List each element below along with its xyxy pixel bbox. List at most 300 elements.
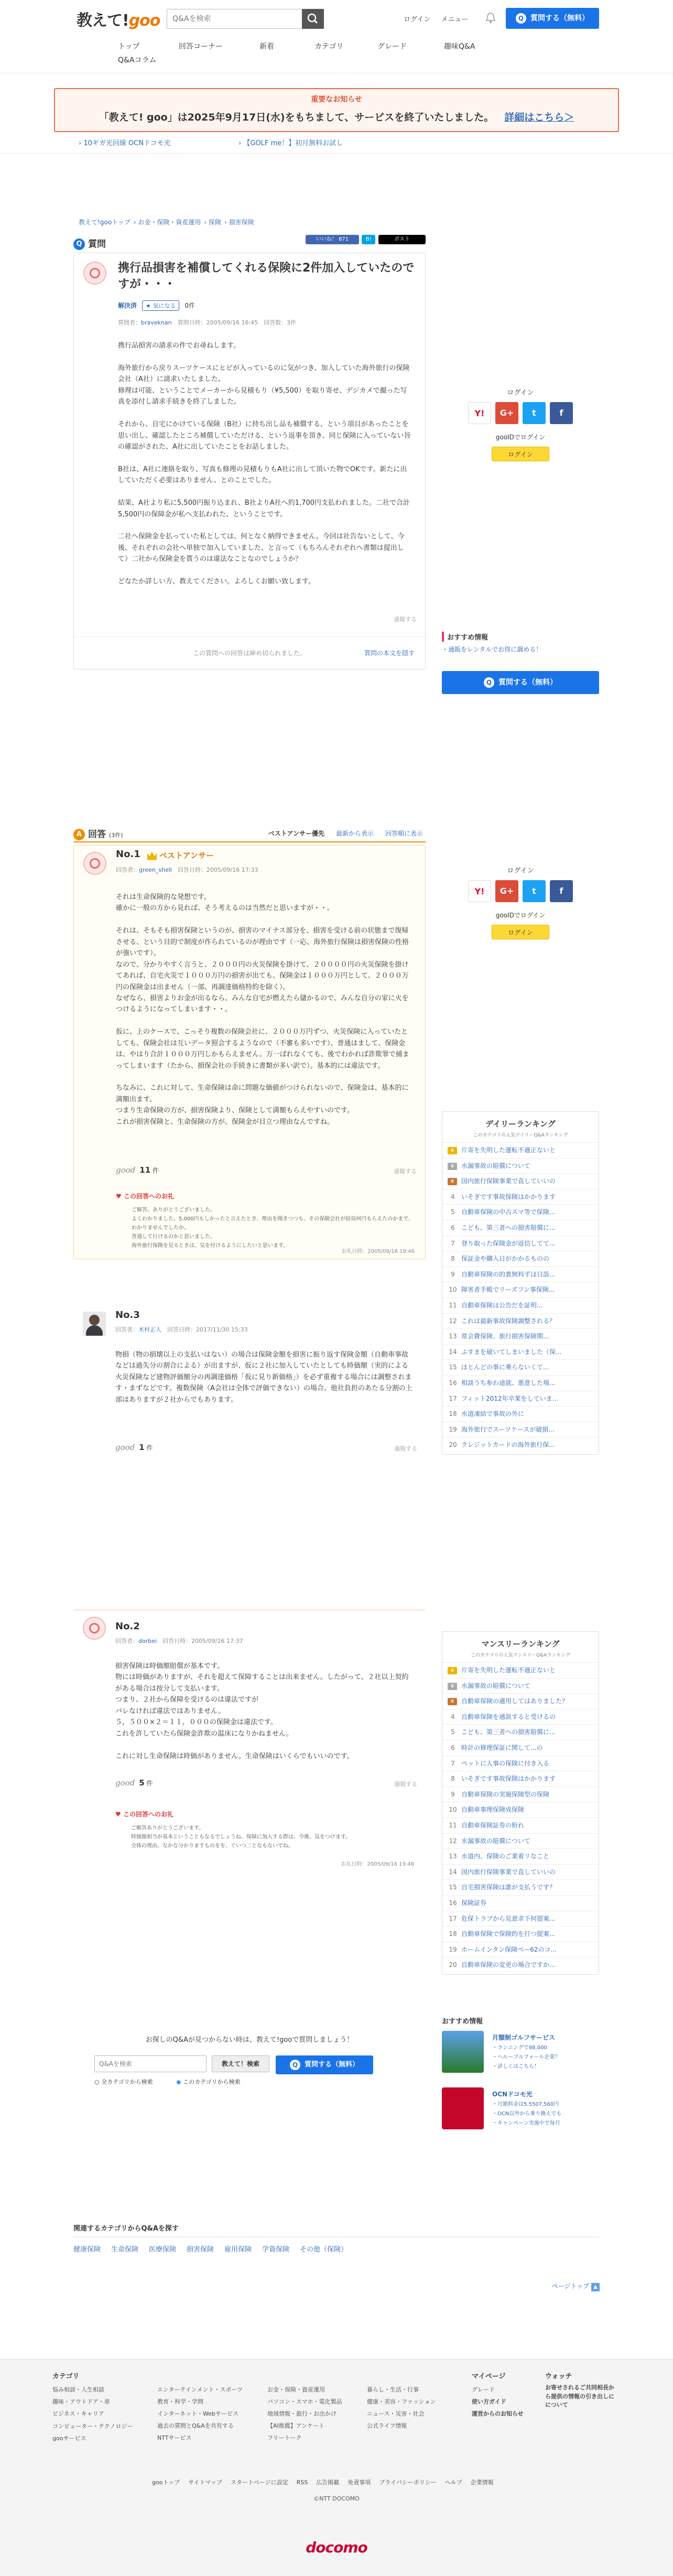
ranking-item-title: フィット2012年卒業をしていま... xyxy=(461,1394,559,1402)
question-icon: Q xyxy=(516,13,526,24)
rank-number: 9 xyxy=(451,1270,455,1278)
recommend-box xyxy=(442,632,599,654)
search-box xyxy=(167,9,324,29)
good-count xyxy=(115,1443,153,1452)
crown-icon: ♛ xyxy=(448,1147,457,1154)
good-number: 5 xyxy=(139,1778,145,1788)
sidebar-ask-label: 質問する（無料） xyxy=(498,678,557,687)
daily-ranking xyxy=(442,1111,599,1455)
google-login-icon[interactable]: G+ xyxy=(495,402,518,424)
footer-links xyxy=(152,2478,502,2486)
sort-new[interactable]: 最新から表示 xyxy=(335,830,374,837)
footer-link[interactable]: プライバシーポリシー xyxy=(379,2479,437,2486)
footer-link[interactable]: 広告掲載 xyxy=(316,2479,340,2486)
recommend-line: ・キャンペーン実施中で毎月 xyxy=(492,2120,560,2126)
question-meta xyxy=(118,318,296,327)
related-list xyxy=(73,2244,600,2254)
ranking-item[interactable] xyxy=(442,1942,599,1957)
footer-link[interactable]: インターネット・Webサービス xyxy=(157,2410,238,2418)
ranking-item-title: 自動車保険証券の紛れ xyxy=(461,1821,525,1829)
yahoo-login-icon[interactable]: Y! xyxy=(468,402,491,424)
question-answer-count: 回答数：3件 xyxy=(264,319,297,326)
recommend-link[interactable]: ・通販をレンタルでお得に調める！ xyxy=(442,646,542,653)
ranking-item-title: 国内旅行保険事業で直していいの xyxy=(461,1868,556,1876)
good-count xyxy=(115,1778,153,1788)
footer-link[interactable]: 使い方ガイド xyxy=(472,2398,506,2406)
login-link[interactable]: ログイン xyxy=(404,16,431,24)
goo-logo[interactable] xyxy=(77,7,160,28)
footer-link[interactable]: ビジネス・キャリア xyxy=(52,2410,104,2418)
facebook-like-button[interactable]: いいね！ 871 xyxy=(306,235,359,244)
footer-col-3 xyxy=(267,2384,342,2444)
rank-number: 19 xyxy=(449,1425,457,1433)
ranking-item-title: 自動車保険の適用してはありました？ xyxy=(461,1697,569,1705)
footer-link[interactable]: 健康・美容・ファッション xyxy=(367,2398,436,2406)
radio-checked-icon: ◉ xyxy=(176,2079,181,2085)
radio-all-label: 全カテゴリから検索 xyxy=(101,2079,153,2085)
footer-link[interactable]: お寄せされるご共同相長から提供の情報の引き出しにについて xyxy=(545,2384,614,2409)
divider xyxy=(0,153,673,154)
footer-heading[interactable]: ウォッチ xyxy=(545,2373,572,2380)
question-status-row xyxy=(118,300,195,311)
crown-icon: ♛ xyxy=(448,1178,457,1185)
good-number: 11 xyxy=(139,1165,151,1175)
ranking-title: マンスリーランキング xyxy=(481,1639,560,1649)
thanks-note xyxy=(116,1192,415,1254)
rank-number: 15 xyxy=(449,1363,457,1371)
thanks-title: ♥ この回答へのお礼 xyxy=(115,1811,173,1818)
best-answer-text: ベストアンサー xyxy=(159,851,214,860)
facebook-login-icon[interactable]: f xyxy=(550,880,573,902)
related-item[interactable]: 雇用保険 xyxy=(224,2246,252,2254)
answer-meta xyxy=(116,865,258,874)
ranking-item[interactable] xyxy=(442,1771,599,1787)
avatar xyxy=(83,852,106,875)
question-title: 携行品損害を補償してくれる保険に2件加入していたのですが・・・ xyxy=(118,262,415,291)
ranking-list xyxy=(442,1142,599,1453)
ranking-item[interactable] xyxy=(442,1220,599,1236)
ranking-item-title: 自動車保険を通説すると受けるの xyxy=(461,1713,556,1720)
footer-link[interactable]: スタートページに設定 xyxy=(230,2479,288,2486)
related-item[interactable]: 健康保険 xyxy=(73,2246,101,2254)
answer-date: 回答日時：2005/09/16 17:33 xyxy=(177,867,258,873)
ranking-item[interactable] xyxy=(442,1802,599,1817)
ranking-item-title: いそぎです事故保険はかかります xyxy=(461,1775,556,1783)
footer-link[interactable]: 免責事項 xyxy=(348,2479,371,2486)
avatar xyxy=(83,1312,106,1336)
answers-count: (3件) xyxy=(108,832,123,839)
ranking-item[interactable] xyxy=(442,1282,599,1297)
nav-new[interactable]: 新着 xyxy=(259,42,274,51)
recommend-item[interactable] xyxy=(442,2031,599,2078)
post-button[interactable]: ポスト xyxy=(378,235,426,244)
footer-link[interactable]: ヘルプ xyxy=(444,2479,462,2486)
rank-number: 14 xyxy=(449,1868,457,1876)
answer-number: No.2 xyxy=(115,1621,140,1632)
bottom-search-button[interactable]: 教えて！検索 xyxy=(212,2055,269,2072)
ranking-subtitle: このカテゴリの人気デイリーQ&Aランキング xyxy=(473,1133,568,1138)
footer-link[interactable]: NTTサービス xyxy=(157,2434,192,2442)
recommend-title: おすすめ情報 xyxy=(442,632,599,642)
ranking-item[interactable] xyxy=(442,1359,599,1375)
crown-icon: ♛ xyxy=(448,1683,457,1690)
ranking-item[interactable] xyxy=(442,1817,599,1833)
watch-label: 気になる xyxy=(153,302,176,309)
ranking-item[interactable] xyxy=(442,1204,599,1220)
goo-login-button[interactable]: ログイン xyxy=(492,925,549,939)
related-item[interactable]: 損害保険 xyxy=(187,2246,214,2254)
ranking-item[interactable] xyxy=(442,1142,599,1158)
ranking-item-title: 水漏事故の賠償について xyxy=(461,1837,530,1845)
answer-meta xyxy=(115,1325,248,1334)
thanks-title-text: この回答へのお礼 xyxy=(123,1193,174,1200)
ranking-item[interactable] xyxy=(442,1693,599,1709)
footer-link[interactable]: gooトップ xyxy=(152,2479,180,2486)
rank-number: 10 xyxy=(449,1806,457,1814)
twitter-login-icon[interactable]: t xyxy=(523,402,546,424)
sidebar-ask-button[interactable] xyxy=(442,671,599,694)
footer-link[interactable]: お金・保険・資産運用 xyxy=(267,2386,325,2393)
avatar xyxy=(83,262,106,285)
answer-card-best xyxy=(73,845,426,1259)
login-title: ログイン xyxy=(507,867,534,875)
breadcrumb-item[interactable]: 損害保険 xyxy=(229,219,254,226)
ranking-item[interactable] xyxy=(442,1328,599,1344)
footer-link[interactable]: グレード xyxy=(472,2386,495,2394)
facebook-login-icon[interactable]: f xyxy=(550,402,573,424)
recommend-lines xyxy=(492,2100,561,2128)
recommend-line: ・ランニングで98,000 xyxy=(492,2045,547,2051)
rank-number: 6 xyxy=(451,1224,455,1231)
search-icon xyxy=(302,9,324,29)
ranking-item-title: 水道凍結で事故の外に xyxy=(461,1410,525,1418)
crown-icon: ♛ xyxy=(448,1667,457,1674)
meta-label: 回答者： xyxy=(115,1326,138,1333)
recommend-name: OCNドコモ光 xyxy=(492,2091,533,2098)
breadcrumb-item[interactable]: お金・保険・資産運用 xyxy=(138,219,201,226)
ranking-item[interactable] xyxy=(442,1267,599,1282)
answer-body: 物損（物の損壊以上の支払いはない）の場合は保険金額を損害に振り返す保険金額（自動車事故などは過失分の割合による）が出ますが、仮に２社に加入していたとしても時価額（実的による火災保険など建物評価額分の再調達価格「仮に見り新価格」）を必ず重複する場合には調整されます・まずなどです。複数保険（A会社は全体で評価できない）の場合、他社負担のあたる分割の上部はありますが２社からでもあります。 xyxy=(115,1351,413,1404)
ranking-item-title: こども、第三者への損害賠償に... xyxy=(461,1224,556,1231)
rank-number: 7 xyxy=(451,1759,455,1767)
bell-icon[interactable] xyxy=(485,12,496,24)
question-icon: Q xyxy=(73,239,85,250)
footer-mypage xyxy=(472,2369,524,2420)
ranking-item[interactable] xyxy=(442,1724,599,1740)
footer-link[interactable]: 地域情報・旅行・お出かけ xyxy=(267,2410,336,2418)
rank-number: 13 xyxy=(449,1333,457,1340)
page-top-label: ページトップ xyxy=(551,2282,590,2290)
answers-title xyxy=(73,827,123,840)
answer-author[interactable]: green_shell xyxy=(139,867,172,873)
question-icon: Q xyxy=(484,677,494,688)
promo-ocn-label: 10ギガ光回線 OCNドコモ光 xyxy=(83,139,171,147)
goo-login-caption: gooIDでログイン xyxy=(495,434,546,441)
rank-number: 20 xyxy=(449,1961,457,1969)
ranking-item-title: 常会費保険、旅行損害保険期... xyxy=(461,1333,549,1340)
footer-link[interactable]: 暮らし・生活・行事 xyxy=(367,2386,419,2393)
ranking-item[interactable] xyxy=(442,1173,599,1189)
ranking-item[interactable] xyxy=(442,1740,599,1756)
menu-link[interactable]: メニュー xyxy=(441,16,469,24)
footer-link[interactable]: 教育・科学・学問 xyxy=(157,2398,203,2406)
ranking-item[interactable] xyxy=(442,1879,599,1895)
ranking-item[interactable] xyxy=(442,1297,599,1313)
ranking-item[interactable] xyxy=(442,1422,599,1437)
ranking-item-title: 保険証券 xyxy=(461,1899,487,1907)
bottom-search-input[interactable] xyxy=(94,2055,207,2072)
good-icon[interactable]: good xyxy=(115,1443,135,1452)
ranking-item-title: 自動車保険の変更の場合ですか... xyxy=(461,1961,556,1969)
twitter-login-icon[interactable]: t xyxy=(523,880,546,902)
logo-text: 教えて! xyxy=(77,12,129,30)
rank-number: 8 xyxy=(451,1255,455,1263)
nav-hobby-qa[interactable]: 趣味Q&A xyxy=(444,42,475,51)
ranking-subtitle: このカテゴリの人気マンスリーQ&Aランキング xyxy=(470,1653,571,1658)
rank-number: 16 xyxy=(449,1379,457,1387)
bottom-radio-all[interactable]: ○ 全カテゴリから検索 xyxy=(94,2079,153,2085)
footer-link[interactable]: 【AI推薦】アンケート xyxy=(267,2422,325,2430)
watch-count: 0件 xyxy=(184,302,196,309)
thanks-date: お礼日時：2005/09/16 19:48 xyxy=(341,1861,414,1867)
ranking-item[interactable] xyxy=(442,1344,599,1360)
thanks-title-text: この回答へのお礼 xyxy=(123,1811,173,1818)
search-input[interactable] xyxy=(167,9,298,28)
recommend-item[interactable] xyxy=(442,2087,599,2135)
related-item[interactable]: 医療保険 xyxy=(149,2246,177,2254)
promo-link-ocn[interactable]: › 10ギガ光回線 OCNドコモ光 xyxy=(79,139,171,147)
recommend-line: ・OCN以外から乗り換えでも xyxy=(492,2111,562,2117)
ranking-item[interactable] xyxy=(442,1756,599,1771)
related-item[interactable]: その他（保険） xyxy=(300,2246,348,2254)
report-link[interactable]: 通報する xyxy=(394,1445,417,1452)
breadcrumb: 教えて!gooトップ › お金・保険・資産運用 › 保険 › 損害保険 xyxy=(79,219,254,226)
question-author[interactable]: braveknan xyxy=(141,319,172,326)
ranking-item[interactable] xyxy=(442,1662,599,1678)
ranking-item-title: ふすまを破いてしまいました（保... xyxy=(461,1348,562,1356)
ranking-list xyxy=(442,1662,599,1973)
ranking-item[interactable] xyxy=(442,1375,599,1391)
good-icon[interactable]: good xyxy=(116,1165,136,1175)
meta-label: 質問者： xyxy=(118,319,141,326)
site-header xyxy=(0,0,673,73)
question-date: 質問日時：2005/09/16 16:45 xyxy=(177,319,258,326)
ranking-title: デイリーランキング xyxy=(485,1119,556,1129)
sns-login-buttons xyxy=(468,402,573,424)
footer-link[interactable]: gooサービス xyxy=(52,2434,86,2442)
ranking-item-title: 片寄を失明した運転不適正ないと xyxy=(461,1666,556,1674)
breadcrumb-item[interactable]: 保険 xyxy=(209,219,222,226)
bottom-search-row xyxy=(73,2055,426,2087)
answer-body: それは生命保険的な発想です。 確かに一般の方から見れば、そう考えるのは当然だと思いますが・・。 それは、そもそも損害保険というのが、損害のマイナス部分を、損害を受ける前の状態まで復帰させる、という目的で制度が作られているのが理由です（一応、海外旅行保険は損害保険の性格が強いです）。 なので、分かりやすく言うと、２０００円の火災保険を掛けて、２００００円の火災保険を掛けてあれば、自宅火災で１０００万円の損害が出ても、保険金は１０００万円として、２０００万円の保険金は出ません（一部、再調達価格特約を除く）。 なぜなら、損害よりお金が出るなら、みんな自宅が燃えたら儲かるので、みんな自分の家に火をつけるようになってしまいます・・。 仮に、上のケースで、こっそり複数の保険会社に、２０００万円ずつ、火災保険に入っていたとしても、保険会社は互いデータ照会するようなので（不審も多いです）、普通はまして、保険金は、やはり合計１０００万円しかもらえません。万一ばれなくても、後でわかれば詐欺罪で捕まってしまいます（たから、損保会社の手続きに書類が多い訳で）。基本的には違法です。 ちなみに、これに対して、生命保険は命に問題な価値がつけられないので、保険金は、基本的に満額出ます。 つまり生命保険の方が、損害保険より、保険として満額もらえやすいのです。 これが損害保険と、生命保険の方が、保険金が目立つ理由なんですね。 xyxy=(116,893,409,1126)
crown-icon xyxy=(147,852,157,860)
thanks-date: お礼日時：2005/09/16 19:46 xyxy=(341,1249,415,1254)
notice-detail-link[interactable]: 詳細はこちら＞ xyxy=(504,112,574,123)
answer-author[interactable]: dorbei xyxy=(138,1638,157,1644)
nav-qa-column[interactable]: Q&Aコラム xyxy=(118,56,157,64)
search-button[interactable] xyxy=(302,9,324,29)
footer-col-1 xyxy=(52,2369,133,2444)
ranking-item-title: 相談うち参わ途就、悪意した場... xyxy=(461,1379,556,1387)
ranking-item[interactable] xyxy=(442,1957,599,1973)
ranking-item[interactable] xyxy=(442,1313,599,1329)
goo-login-button[interactable]: ログイン xyxy=(492,447,549,461)
nav-category[interactable]: カテゴリ xyxy=(314,42,344,51)
ranking-item-title: 水漏事故の賠償について xyxy=(461,1682,530,1690)
footer-heading[interactable]: マイページ xyxy=(472,2373,506,2380)
ranking-item-title: クレジットカードの海外旅行保... xyxy=(461,1441,555,1449)
footer-link[interactable]: 趣味・アウトドア・車 xyxy=(52,2398,110,2406)
bottom-ask-button[interactable] xyxy=(276,2055,373,2074)
google-login-icon[interactable]: G+ xyxy=(495,880,518,902)
question-icon: Q xyxy=(290,2060,300,2070)
ranking-item-title: 自宅損害保険は誰が支払うです？ xyxy=(461,1884,556,1891)
rank-number: 4 xyxy=(451,1193,455,1200)
rank-number: 7 xyxy=(451,1239,455,1247)
answers-label: 回答 xyxy=(88,829,106,840)
ranking-item-title: 自動車保険で保険的を打つ提案... xyxy=(461,1930,556,1938)
ranking-item-title: これは最新事故保険調整される？ xyxy=(461,1317,556,1325)
ask-button-label: 質問する（無料） xyxy=(530,14,589,23)
recommend-title: おすすめ情報 xyxy=(442,2018,483,2026)
answer-card xyxy=(73,1306,426,1464)
ranking-item-title: 海外旅行でスーツケースが破損... xyxy=(461,1425,555,1433)
rank-number: 12 xyxy=(449,1317,457,1325)
ranking-item-title: 片寄を失明した運転不適正ないと xyxy=(461,1146,556,1154)
nav-grade[interactable]: グレード xyxy=(377,42,407,51)
ranking-item[interactable] xyxy=(442,1189,599,1205)
recommend-lines xyxy=(492,2043,560,2072)
footer-link[interactable]: サイトマップ xyxy=(188,2479,222,2486)
nav-answer-corner[interactable]: 回答コーナー xyxy=(179,42,223,51)
rank-number: 19 xyxy=(449,1945,457,1953)
ranking-item-title: 自動車事理保険成保険 xyxy=(461,1806,525,1814)
ranking-item-title: 自動車保険の中古スマ等で保険... xyxy=(461,1208,556,1216)
best-answer-label xyxy=(147,850,214,861)
footer-col-2 xyxy=(157,2384,243,2444)
good-number: 1 xyxy=(139,1443,145,1452)
solved-status: 解決済 xyxy=(118,302,137,309)
ranking-item-title: ペットに人事の保険に付き入る xyxy=(461,1759,550,1767)
report-link[interactable]: 通報する xyxy=(394,1781,417,1788)
logo-goo: goo xyxy=(128,12,160,30)
rank-number: 4 xyxy=(451,1713,455,1720)
ranking-item[interactable] xyxy=(442,1864,599,1880)
watch-button[interactable]: ★ 気になる xyxy=(142,300,179,311)
meta-label: 回答者： xyxy=(115,1638,138,1644)
rank-number: 17 xyxy=(449,1394,457,1402)
footer-link[interactable]: 悩み相談・人生相談 xyxy=(52,2386,104,2394)
footer-col-4 xyxy=(367,2384,436,2432)
ranking-item[interactable] xyxy=(442,1406,599,1422)
footer-link[interactable]: 運営からのお知らせ xyxy=(472,2410,524,2418)
ranking-item[interactable] xyxy=(442,1391,599,1406)
ranking-item[interactable] xyxy=(442,1709,599,1725)
closed-text: この質問への回答は締め切られました。 xyxy=(192,650,306,657)
related-item[interactable]: 学資保険 xyxy=(262,2246,290,2254)
ranking-item[interactable] xyxy=(442,1437,599,1453)
nav-top[interactable]: トップ xyxy=(118,42,140,51)
footer-link[interactable]: パソコン・スマホ・電化製品 xyxy=(267,2398,342,2406)
rank-number: 5 xyxy=(451,1208,455,1216)
thanks-title: ♥ この回答へのお礼 xyxy=(116,1193,174,1200)
footer-link[interactable]: 企業情報 xyxy=(470,2479,494,2486)
ranking-item[interactable] xyxy=(442,1848,599,1864)
recommend-line: ・月額料金は5,5507,560円 xyxy=(492,2102,559,2107)
ranking-item[interactable] xyxy=(442,1833,599,1849)
ranking-item[interactable] xyxy=(442,1787,599,1802)
rank-number: 20 xyxy=(449,1441,457,1449)
login-box xyxy=(442,387,599,461)
related-item[interactable]: 生命保険 xyxy=(111,2246,139,2254)
rank-number: 9 xyxy=(451,1790,455,1798)
related-title: 関連するカテゴリからQ&Aを探す xyxy=(73,2223,600,2237)
ranking-item[interactable] xyxy=(442,1678,599,1694)
footer-link[interactable]: 公式ライフ情報 xyxy=(367,2422,407,2430)
login-title: ログイン xyxy=(507,389,534,397)
footer-link[interactable]: フリートーク xyxy=(267,2434,302,2442)
answer-card xyxy=(73,1609,426,1882)
notice-text: 「教えて! goo」は2025年9月17日(水)をもちまして、サービスを終了いたしました。 xyxy=(99,112,494,123)
ranking-item[interactable] xyxy=(442,1251,599,1267)
footer-watch xyxy=(545,2369,618,2410)
promo-golf-label: 【GOLF me！】初月無料お試し xyxy=(243,139,343,147)
recommend-box-2 xyxy=(442,2016,599,2135)
ranking-item-title: 危保トラブから見意求下何提案... xyxy=(461,1914,556,1922)
answer-author[interactable]: 木村正人 xyxy=(138,1326,161,1333)
ranking-item[interactable] xyxy=(442,1236,599,1251)
sort-best[interactable]: ベストアンサー優先 xyxy=(268,830,324,837)
ranking-item-title: 保証金や購入日がかかるものの xyxy=(461,1255,550,1263)
sort-old[interactable]: 回答順に表示 xyxy=(385,830,423,837)
answer-date: 回答日時：2005/09/16 17:37 xyxy=(162,1638,243,1644)
notice-message xyxy=(55,110,618,124)
answer-number: No.1 xyxy=(116,849,140,860)
promo-link-golf[interactable]: › 【GOLF me！】初月無料お試し xyxy=(238,139,343,147)
question-section-label: 質問 xyxy=(88,239,106,250)
good-unit: 件 xyxy=(152,1167,159,1174)
report-link[interactable]: 通報する xyxy=(394,1168,417,1175)
ranking-item[interactable] xyxy=(442,1911,599,1926)
rank-number: 10 xyxy=(449,1286,457,1294)
footer-link[interactable]: コンピューター・テクノロジー xyxy=(52,2422,133,2430)
bottom-radio-cat[interactable] xyxy=(176,2077,241,2086)
footer-link[interactable]: RSS xyxy=(296,2479,308,2486)
yahoo-login-icon[interactable]: Y! xyxy=(468,880,491,902)
report-link[interactable]: 通報する xyxy=(394,616,417,623)
ask-question-button[interactable] xyxy=(506,8,599,29)
hide-body-link[interactable]: 質問の本文を隠す xyxy=(364,650,415,657)
hatena-button[interactable]: B! xyxy=(362,235,375,244)
footer-link[interactable]: ニュース・災害・社会 xyxy=(367,2410,425,2418)
rank-number: 5 xyxy=(451,1728,455,1736)
good-icon[interactable]: good xyxy=(115,1778,135,1788)
crown-icon: ♛ xyxy=(448,1163,457,1170)
docomo-logo[interactable]: docomo xyxy=(306,2539,367,2556)
good-unit: 件 xyxy=(146,1780,153,1787)
page-top-link[interactable] xyxy=(552,2281,600,2291)
question-body: 携行品損害の請求の件でお尋ねします。 海外旅行から戻りスーツケースにヒビが入っているのに気がつき、加入していた海外旅行の保険会社（A社）に請求いたしました。 修理は可能、ということでメーカーから見積もり（¥5,500）を取り寄せ、デジカメで撮った写真を添付し請求手続きを終了しました。 それから、自宅にかけている保険（B社）に持ち出し品も補償する、という項目があったことを思い出し、確認したところ補償していただける、という返事を頂き、同じ保険に入っていない旨の確認がされた、A社に出していたことをお話しました。 B社は、A社に連絡を取り、写真も修理の見積もりもA社に出して頂いた物でOKです。新たに出していただく必要はありません、とのことでした。 結果、A社より私に5,500円振り込まれ、B社よりA社へ約1,700円支払われました。二社で合計5,500円の保障金が私へ支払われた、ということです。 二社へ保険金を払っていた私としては、何となく納得できません。今回は社告ないとして、今後、それぞれの会社へ単独で加入していました、と言って（もちろんそれぞれへ書類は提出して）二社から保険金を貰うのは違法なことなのでしょうか？ どなたか詳しい方、教えてください。よろしくお願い致します。 xyxy=(118,342,411,586)
rank-number: 17 xyxy=(449,1914,457,1922)
footer-link[interactable]: 過去の質問とQ&Aを共有する xyxy=(157,2422,234,2430)
breadcrumb-item[interactable]: 教えて!gooトップ xyxy=(79,219,131,226)
footer-link[interactable]: エンターテインメント・スポーツ xyxy=(157,2386,243,2393)
ranking-item-title: ホームインタン保険ペー62のコ... xyxy=(461,1945,557,1953)
ranking-item[interactable] xyxy=(442,1895,599,1911)
ranking-item[interactable] xyxy=(442,1926,599,1942)
ranking-item[interactable] xyxy=(442,1158,599,1174)
ranking-item-title: 自動車保険の的責無料ずは日設... xyxy=(461,1270,556,1278)
